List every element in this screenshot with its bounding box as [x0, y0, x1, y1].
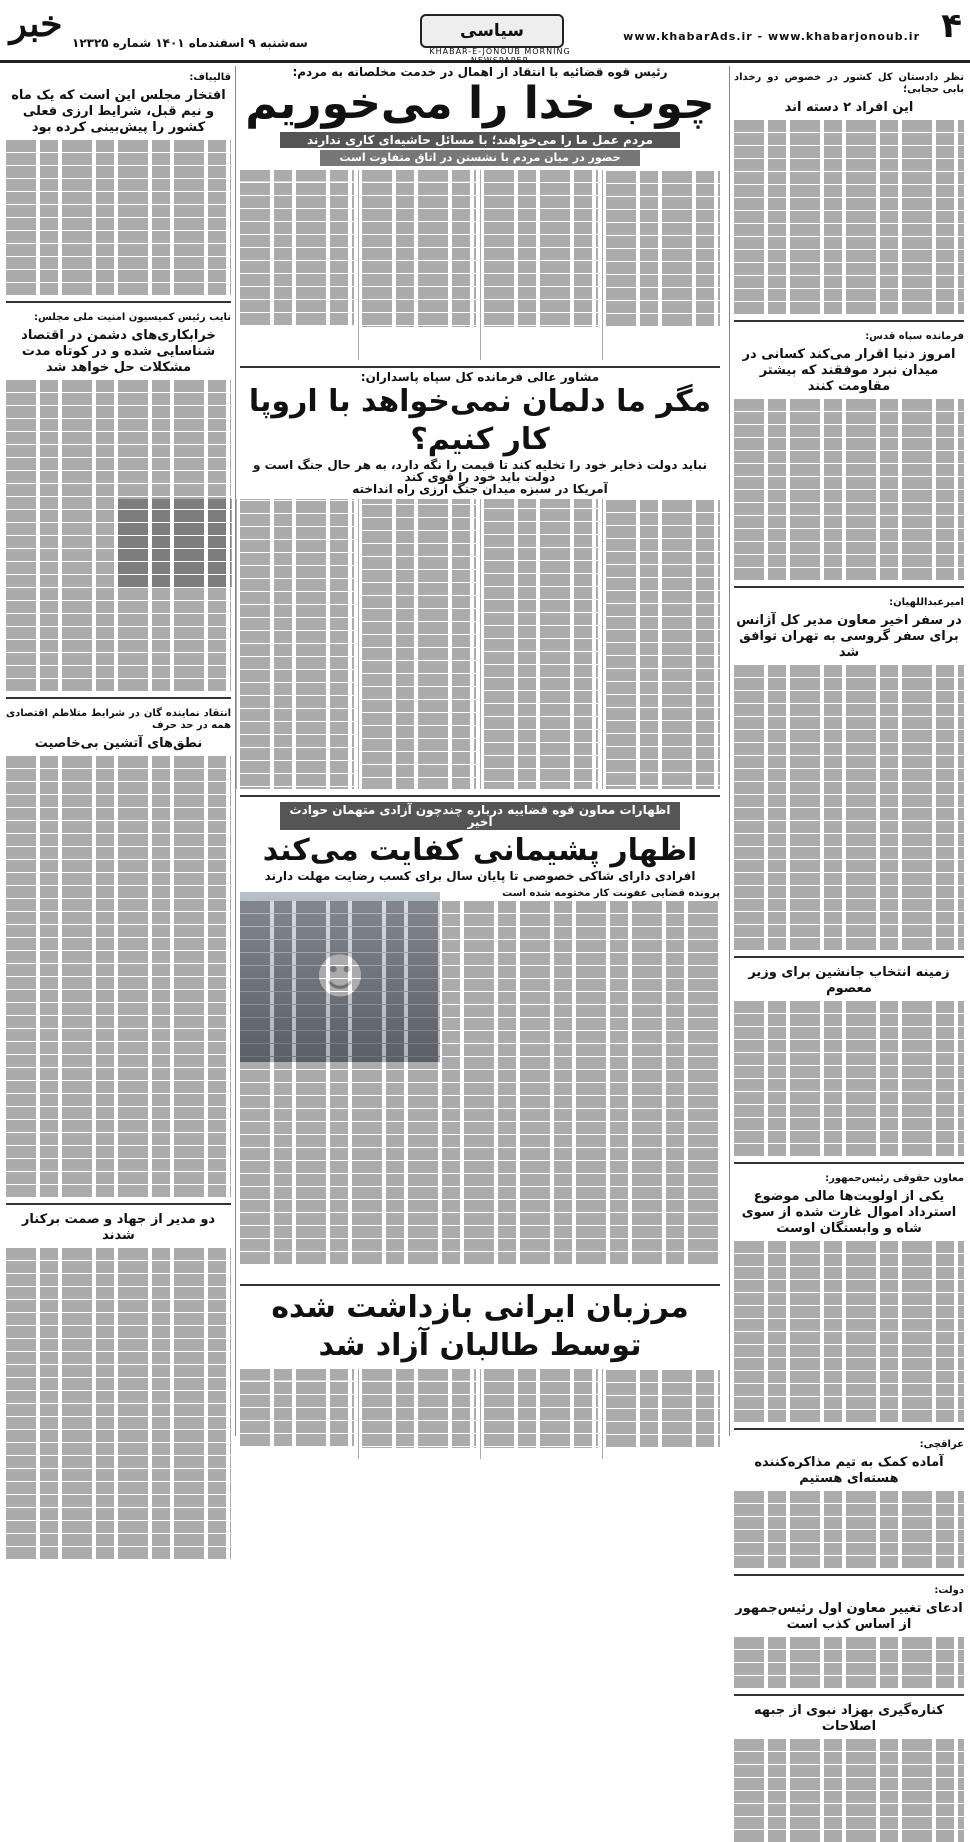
article-headline: امروز دنیا اقرار می‌کند کسانی در میدان نبرد موفقند که بیشتر مقاومت کنند [742, 347, 956, 394]
article-kicker: نظر دادستان کل کشور در خصوص دو رخداد بابی حجابی؛ [734, 72, 964, 95]
article-headline: کناره‌گیری بهزاد نبوی از جبهه اصلاحات [754, 1703, 944, 1734]
article-body [240, 1369, 720, 1459]
right-column [734, 66, 964, 1734]
article-kicker: انتقاد نماینده گان در شرایط متلاطم اقتصادی همه در حد حرف [6, 708, 231, 731]
lead-subheadline: مردم عمل ما را می‌خواهند؛ با مسائل حاشیه‌ای کاری ندارند [280, 132, 680, 148]
article-subheadline: آمریکا در سبزه میدان جنگ ارزی راه انداخته [352, 482, 608, 496]
left-column [6, 66, 231, 1436]
site-url[interactable]: www.khabarAds.ir - www.khabarjonoub.ir [623, 30, 920, 43]
column-divider [235, 66, 236, 1436]
dateline: سه‌شنبه ۹ اسفندماه ۱۴۰۱ شماره ۱۲۳۲۵ [72, 36, 308, 50]
section-label: سیاسی [420, 14, 564, 48]
article-headline: مگر ما دلمان نمی‌خواهد با اروپا کار کنیم؟ [248, 384, 712, 457]
article-kicker: عراقچی: [919, 1439, 964, 1450]
article-headline: آماده کمک به تیم مذاکره‌کننده هسته‌ای هستیم [754, 1455, 944, 1486]
article-headline: مرزبان ایرانی بازداشت شده توسط طالبان آزاد شد [271, 1290, 689, 1363]
portrait-photo: ☻ [240, 892, 440, 1062]
article-headline: زمینه انتخاب جانشین برای وزیر معصوم [748, 965, 950, 996]
masthead [0, 0, 970, 63]
article-headline: در سفر اخیر معاون مدیر کل آژانس برای سفر گروسی به تهران توافق شد [736, 613, 962, 660]
article-pretitle: اظهارات معاون قوه قضاییه درباره چندچون آزادی متهمان حوادث اخیر [280, 802, 680, 830]
article-kicker: نایب رئیس کمیسیون امنیت ملی مجلس: [33, 312, 231, 323]
lead-pretitle: رئیس قوه قضائیه با انتقاد از اهمال در خدمت مخلصانه به مردم: [292, 65, 668, 79]
lead-headline: چوب خدا را می‌خوریم [245, 78, 715, 129]
lead-body [240, 170, 720, 360]
article-kicker: معاون حقوقی رئیس‌جمهور: [825, 1173, 964, 1184]
article-headline: افتخار مجلس این است که یک ماه و نیم قبل، شرایط ارزی فعلی کشور را پیش‌بینی کرده بود [11, 88, 226, 135]
main-column [240, 66, 720, 1436]
article-subheadline: افرادی دارای شاکی خصوصی تا پایان سال برای کسب رضایت مهلت دارند [264, 869, 696, 883]
logo: خبر [9, 3, 63, 45]
article-kicker: امیرعبداللهیان: [889, 597, 964, 608]
article-pretitle: مشاور عالی فرمانده کل سپاه پاسداران: [360, 370, 600, 384]
article-headline: ادعای تغییر معاون اول رئیس‌جمهور از اساس کذب است [735, 1601, 963, 1632]
page-number: ۴ [941, 6, 962, 46]
article-headline: اظهار پشیمانی کفایت می‌کند [262, 833, 698, 868]
article-subhead: پرونده قضایی عفونت کار مختومه شده است [502, 888, 720, 899]
article-subheadline: نباید دولت ذخایر خود را تخلیه کند تا قیمت را نگه دارد، به هر حال جنگ است و دولت باید خود را قوی کند [252, 458, 708, 484]
article-kicker: فرمانده سپاه قدس: [865, 331, 964, 342]
article-headline: خرابکاری‌های دشمن در اقتصاد شناسایی شده و در کوتاه مدت مشکلات حل خواهد شد [21, 328, 216, 375]
english-name: KHABAR-E-JONOUB MORNING NEWSPAPER [429, 47, 571, 65]
article-kicker: دولت: [934, 1585, 964, 1596]
article-headline: دو مدیر از جهاد و صمت برکنار شدند [21, 1212, 216, 1243]
article-headline: این افراد ۲ دسته اند [784, 100, 914, 115]
article-body [240, 499, 720, 789]
article-headline: یکی از اولویت‌ها مالی موضوع استرداد اموال غارت شده از سوی شاه و وابستگان اوست [741, 1189, 957, 1236]
article-headline: نطق‌های آتشین بی‌خاصیت [34, 736, 203, 751]
column-divider [729, 66, 730, 1436]
lead-subheadline: حضور در میان مردم با نشستن در اتاق متفاوت است [320, 150, 640, 166]
article-kicker: قالیباف: [189, 72, 231, 83]
